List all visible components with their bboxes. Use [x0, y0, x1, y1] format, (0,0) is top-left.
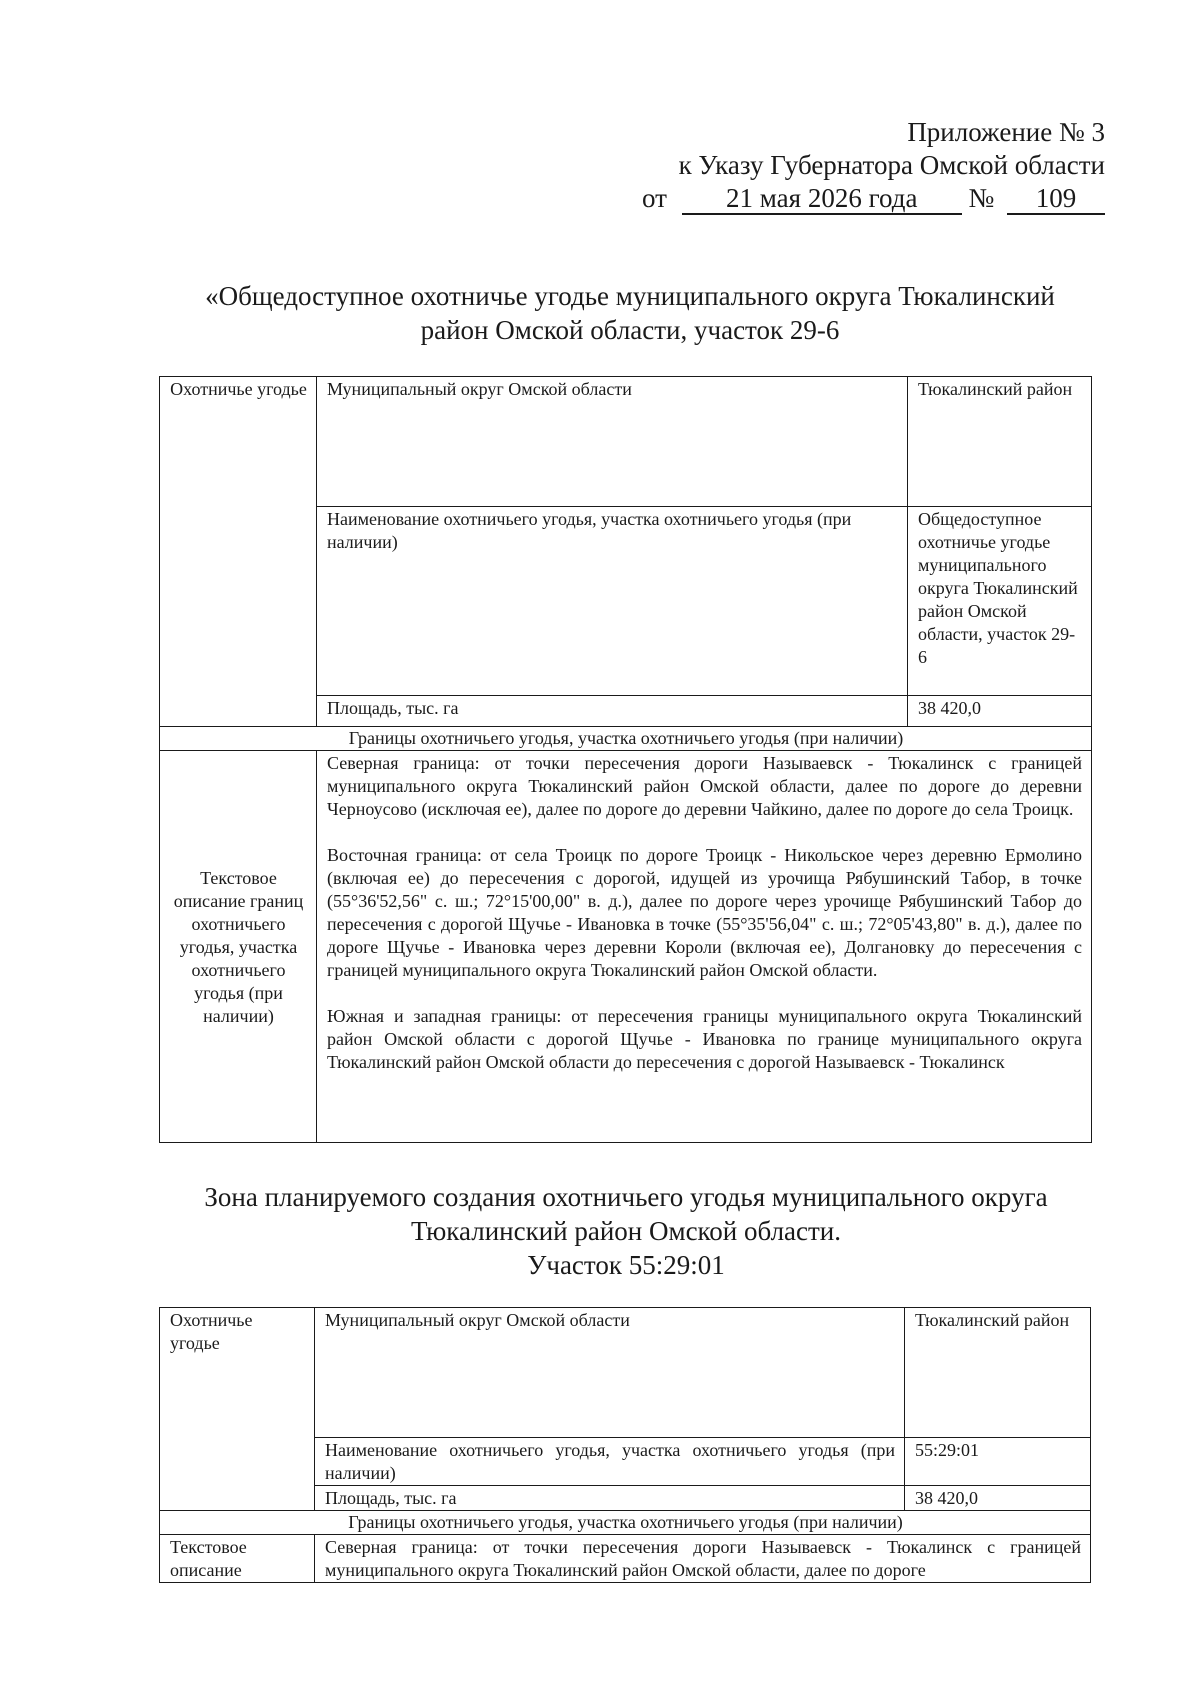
east-border: Восточная граница: от села Троицк по дороге Троицк - Никольское через деревню Ермолино (включая ее) до пересечения с дорогой, идущей из урочища Рябушинский Табор, в точке (55°36'52,56" с. ш.; 72°15'00,00" в. д.), далее по дороге через урочище Рябушинский Табор до пересечения с дорогой Щучье - Ивановка в точке (55°35'56,04" с. ш.; 72°05'43,80" в. д.), далее по дороге Щучье - Ивановка через деревни Короли (включая ее), Долгановку до пересечения с границей муниципального округа Тюкалинский район Омской области. — [327, 845, 1082, 980]
municipal-value: Тюкалинский район — [905, 1308, 1091, 1438]
name-label: Наименование охотничьего угодья, участка охотничьего угодья (при наличии) — [317, 507, 908, 696]
text-description-label: Текстовое описание — [160, 1535, 315, 1583]
municipal-value: Тюкалинский район — [908, 377, 1092, 507]
south-west-border: Южная и западная границы: от пересечения границы муниципального округа Тюкалинский район Омской области с дорогой Щучье - Ивановка по границе муниципального округа Тюкалинский район Омской области до пересечения с дорогой Называевск - Тюкалинск — [327, 1006, 1082, 1072]
name-label: Наименование охотничьего угодья, участка охотничьего угодья (при наличии) — [315, 1438, 905, 1486]
section1-title-line1: «Общедоступное охотничье угодье муниципального округа Тюкалинский — [205, 281, 1055, 311]
name-value: Общедоступное охотничье угодье муниципального округа Тюкалинский район Омской области, участок 29-6 — [908, 507, 1092, 696]
text-description-label: Текстовое описание границ охотничьего угодья, участка охотничьего угодья (при наличии) — [160, 751, 317, 1143]
municipal-label: Муниципальный округ Омской области — [315, 1308, 905, 1438]
section2-table — [159, 1307, 1091, 1583]
area-value: 38 420,0 — [905, 1486, 1091, 1511]
decree-date: 21 мая 2026 года — [682, 183, 962, 215]
decree-date-line — [600, 182, 1105, 215]
municipal-label: Муниципальный округ Омской области — [317, 377, 908, 507]
decree-reference: к Указу Губернатора Омской области — [678, 150, 1105, 180]
north-border: Северная граница: от точки пересечения дороги Называевск - Тюкалинск с границей муниципального округа Тюкалинский район Омской области, далее по дороге — [315, 1535, 1091, 1583]
decree-number: 109 — [1007, 183, 1105, 215]
section1-title — [160, 279, 1100, 347]
from-label: от — [642, 183, 667, 213]
borders-header: Границы охотничьего угодья, участка охотничьего угодья (при наличии) — [160, 727, 1092, 751]
borders-description — [317, 751, 1092, 1143]
hunting-ground-label: Охотничье угодье — [160, 377, 317, 727]
number-label: № — [968, 183, 995, 213]
section2-title — [156, 1180, 1096, 1282]
area-label: Площадь, тыс. га — [317, 696, 908, 727]
area-label: Площадь, тыс. га — [315, 1486, 905, 1511]
section1-table — [159, 376, 1092, 1143]
section2-title-line2: Тюкалинский район Омской области. — [410, 1216, 842, 1246]
appendix-number: Приложение № 3 — [907, 117, 1105, 147]
section1-title-line2: район Омской области, участок 29-6 — [420, 315, 840, 345]
appendix-header — [600, 116, 1105, 215]
borders-header: Границы охотничьего угодья, участка охотничьего угодья (при наличии) — [160, 1511, 1091, 1535]
section2-title-line3: Участок 55:29:01 — [527, 1250, 725, 1280]
name-value: 55:29:01 — [905, 1438, 1091, 1486]
area-value: 38 420,0 — [908, 696, 1092, 727]
section2-title-line1: Зона планируемого создания охотничьего угодья муниципального округа — [204, 1182, 1048, 1212]
north-border: Северная граница: от точки пересечения дороги Называевск - Тюкалинск с границей муниципального округа Тюкалинский район Омской области, далее по дороге до деревни Черноусово (исключая ее), далее по дороге до деревни Чайкино, далее по дороге до села Троицк. — [327, 753, 1082, 819]
hunting-ground-label: Охотничье угодье — [160, 1308, 315, 1511]
